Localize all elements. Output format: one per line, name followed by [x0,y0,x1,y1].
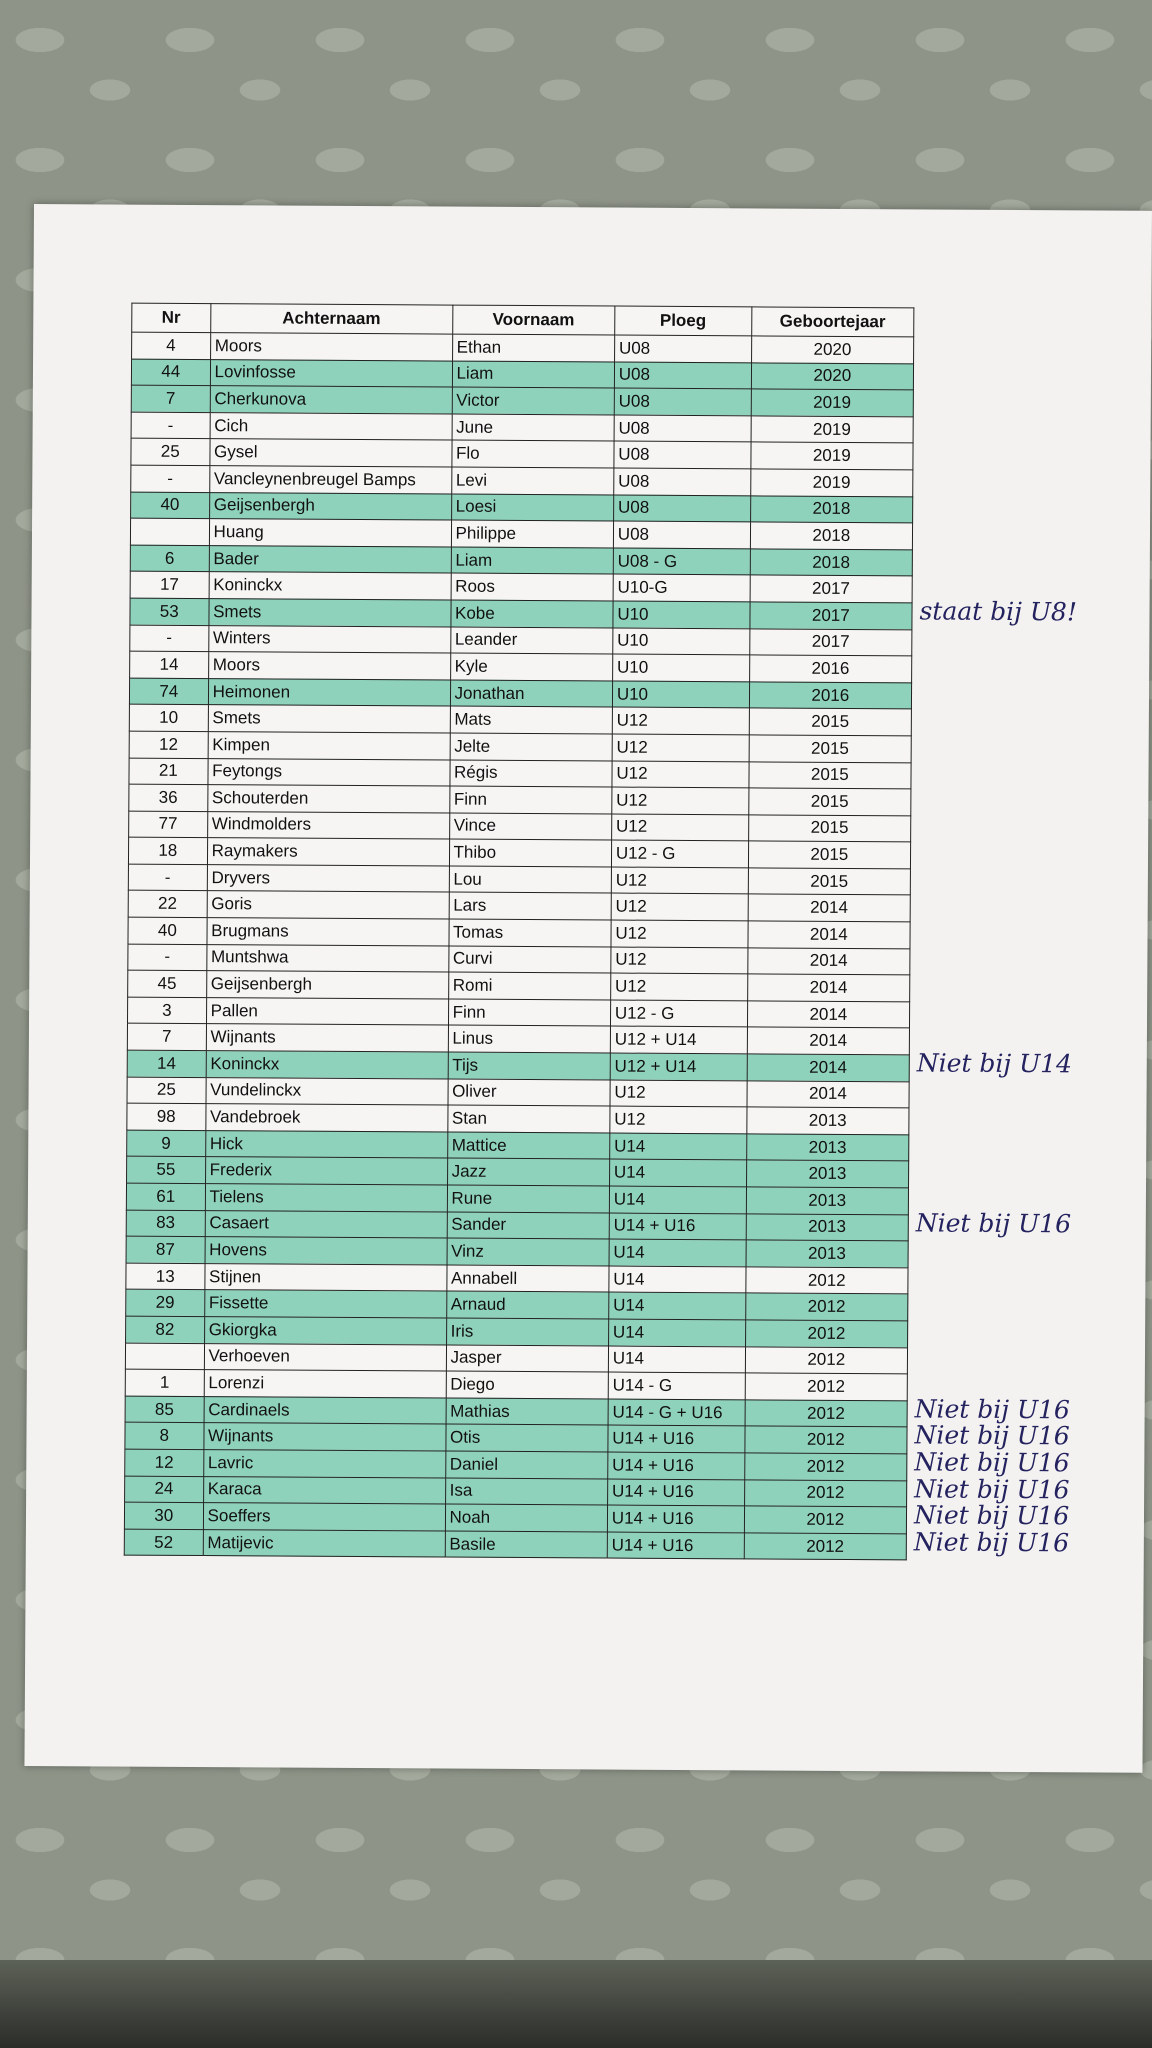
cell-achternaam: Hovens [205,1237,447,1265]
cell-ploeg: U10 [612,654,749,681]
cell-achternaam: Geijsenbergh [209,492,451,520]
handwritten-note: Niet bij U16 [915,1208,1072,1239]
cell-nr: 6 [130,545,209,572]
cell-ploeg: U14 [609,1292,746,1319]
cell-achternaam: Bader [209,545,451,573]
cell-nr: - [128,864,207,891]
cell-voornaam: Annabell [446,1265,608,1293]
cell-voornaam: Finn [449,786,611,814]
cell-voornaam: Noah [445,1504,607,1532]
cell-voornaam: Mathias [446,1398,608,1426]
cell-achternaam: Wijnants [206,1024,448,1052]
cell-achternaam: Lovinfosse [210,359,452,387]
cell-achternaam: Matijevic [203,1529,445,1557]
cell-nr: 7 [127,1024,206,1051]
cell-voornaam: Thibo [449,839,611,867]
cell-jaar: 2013 [746,1240,909,1268]
cell-ploeg: U12 + U14 [610,1026,747,1053]
cell-ploeg: U12 + U14 [610,1053,747,1080]
cell-jaar: 2019 [751,389,914,417]
cell-voornaam: Rune [447,1185,609,1213]
cell-jaar: 2012 [744,1453,907,1481]
cell-ploeg: U08 [614,441,751,468]
cell-nr: 24 [125,1476,204,1503]
cell-ploeg: U14 - G + U16 [608,1399,745,1426]
cell-voornaam: Vince [449,813,611,841]
cell-nr: - [130,625,209,652]
handwritten-note: Niet bij U16 [914,1474,1070,1505]
cell-ploeg: U12 [611,814,748,841]
handwritten-note: Niet bij U16 [914,1394,1070,1425]
cell-achternaam: Cherkunova [210,386,452,414]
cell-jaar: 2012 [745,1400,908,1428]
cell-jaar: 2012 [745,1320,908,1348]
cell-voornaam: Levi [451,467,613,495]
cell-achternaam: Hick [205,1130,447,1158]
cell-ploeg: U12 [611,920,748,947]
cell-jaar: 2015 [749,735,912,763]
cell-nr: 29 [126,1289,205,1316]
cell-ploeg: U10 [612,681,749,708]
cell-nr: 55 [127,1156,206,1183]
handwritten-note: Niet bij U16 [914,1447,1070,1478]
cell-nr: 36 [129,784,208,811]
cell-ploeg: U12 [612,734,749,761]
header-ploeg: Ploeg [615,306,752,336]
cell-nr: 40 [128,917,207,944]
table-edge-shadow [0,1960,1152,2048]
cell-achternaam: Kimpen [208,731,450,759]
cell-achternaam: Vandebroek [205,1104,447,1132]
cell-nr: 21 [129,758,208,785]
cell-achternaam: Lorenzi [204,1370,446,1398]
cell-jaar: 2014 [748,921,911,949]
cell-ploeg: U12 [611,867,748,894]
cell-jaar: 2014 [748,894,911,922]
cell-voornaam: Mats [450,706,612,734]
cell-nr [130,518,209,545]
cell-nr: 14 [130,651,209,678]
cell-voornaam: Basile [445,1531,607,1559]
handwritten-notes [913,209,1152,1610]
handwritten-note: staat bij U8! [919,596,1078,627]
cell-ploeg: U12 [612,787,749,814]
cell-ploeg: U08 [614,388,751,415]
cell-nr: 74 [129,678,208,705]
cell-jaar: 2018 [750,495,913,523]
cell-nr: 10 [129,704,208,731]
cell-ploeg: U14 + U16 [607,1505,744,1532]
cell-ploeg: U12 - G [611,840,748,867]
cell-jaar: 2012 [746,1267,909,1295]
cell-ploeg: U08 [613,495,750,522]
cell-jaar: 2012 [745,1293,908,1321]
cell-nr: 9 [127,1130,206,1157]
cell-achternaam: Brugmans [207,918,449,946]
cell-jaar: 2013 [746,1187,909,1215]
cell-ploeg: U08 [614,362,751,389]
cell-ploeg: U08 [613,521,750,548]
cell-achternaam: Vancleynenbreugel Bamps [209,466,451,494]
cell-achternaam: Feytongs [208,758,450,786]
cell-jaar: 2014 [747,1080,910,1108]
cell-jaar: 2013 [746,1160,909,1188]
cell-achternaam: Moors [208,652,450,680]
cell-achternaam: Dryvers [207,864,449,892]
cell-achternaam: Fissette [204,1290,446,1318]
cell-voornaam: Romi [448,972,610,1000]
cell-jaar: 2013 [746,1107,909,1135]
cell-achternaam: Winters [208,625,450,653]
header-voornaam: Voornaam [452,305,614,335]
cell-nr [125,1343,204,1370]
cell-achternaam: Gkiorgka [204,1317,446,1345]
table-header [132,303,914,337]
cell-achternaam: Muntshwa [206,944,448,972]
table-row [124,1529,906,1560]
cell-ploeg: U14 [608,1346,745,1373]
cell-voornaam: Stan [447,1105,609,1133]
handwritten-note: Niet bij U16 [913,1500,1070,1531]
cell-achternaam: Koninckx [209,572,451,600]
cell-nr: 25 [131,438,210,465]
cell-ploeg: U12 [610,1080,747,1107]
cell-voornaam: Jelte [450,733,612,761]
cell-ploeg: U14 + U16 [609,1213,746,1240]
cell-achternaam: Windmolders [207,811,449,839]
cell-voornaam: Loesi [451,494,613,522]
cell-nr: 18 [128,837,207,864]
cell-nr: 85 [125,1396,204,1423]
cell-achternaam: Schouterden [207,785,449,813]
cell-jaar: 2015 [748,788,911,816]
cell-voornaam: Lou [449,866,611,894]
cell-voornaam: Liam [451,547,613,575]
cell-voornaam: Liam [452,361,614,389]
cell-jaar: 2016 [749,682,912,710]
cell-voornaam: Roos [451,573,613,601]
cell-nr: 22 [128,891,207,918]
cell-voornaam: Ethan [452,334,614,362]
cell-nr: 83 [126,1210,205,1237]
table-body [124,332,913,1560]
cell-ploeg: U14 [609,1239,746,1266]
cell-nr: 87 [126,1236,205,1263]
cell-ploeg: U08 [614,415,751,442]
cell-jaar: 2012 [744,1479,907,1507]
cell-nr: 7 [131,385,210,412]
cell-achternaam: Lavric [203,1449,445,1477]
cell-achternaam: Gysel [209,439,451,467]
cell-jaar: 2014 [747,948,910,976]
handwritten-note: Niet bij U16 [914,1420,1070,1451]
cell-jaar: 2013 [746,1134,909,1162]
cell-jaar: 2014 [747,1027,910,1055]
cell-nr: 53 [130,598,209,625]
cell-jaar: 2017 [749,628,912,656]
cell-voornaam: Diego [446,1371,608,1399]
cell-jaar: 2018 [750,522,913,550]
cell-achternaam: Cich [210,412,452,440]
cell-achternaam: Goris [207,891,449,919]
cell-ploeg: U14 + U16 [607,1532,744,1559]
cell-jaar: 2014 [747,1001,910,1029]
cell-nr: 3 [127,997,206,1024]
header-row [132,303,914,337]
cell-voornaam: Daniel [445,1451,607,1479]
cell-nr: 8 [125,1422,204,1449]
cell-ploeg: U12 [610,1106,747,1133]
cell-voornaam: Kobe [450,600,612,628]
cell-voornaam: Iris [446,1318,608,1346]
cell-voornaam: Jonathan [450,680,612,708]
cell-voornaam: Victor [452,387,614,415]
cell-achternaam: Stijnen [204,1263,446,1291]
cell-ploeg: U14 [610,1133,747,1160]
cell-jaar: 2019 [751,442,914,470]
cell-ploeg: U12 [611,947,748,974]
cell-nr: - [131,465,210,492]
cell-nr: 1 [125,1369,204,1396]
cell-achternaam: Raymakers [207,838,449,866]
cell-nr: 40 [131,492,210,519]
cell-ploeg: U14 + U16 [608,1425,745,1452]
cell-achternaam: Smets [208,705,450,733]
cell-jaar: 2020 [751,336,914,364]
cell-achternaam: Smets [209,599,451,627]
cell-jaar: 2016 [749,655,912,683]
cell-voornaam: Jazz [447,1158,609,1186]
handwritten-note: Niet bij U16 [913,1527,1070,1558]
cell-nr: 44 [131,359,210,386]
cell-ploeg: U14 [609,1186,746,1213]
cell-ploeg: U14 [609,1266,746,1293]
cell-voornaam: Tomas [449,919,611,947]
cell-jaar: 2015 [748,868,911,896]
cell-nr: - [128,944,207,971]
paper-sheet [24,204,1152,1773]
cell-nr: 82 [126,1316,205,1343]
cell-voornaam: June [452,414,614,442]
cell-achternaam: Wijnants [203,1423,445,1451]
cell-ploeg: U14 - G [608,1372,745,1399]
cell-voornaam: Lars [449,893,611,921]
header-nr: Nr [132,303,211,332]
cell-voornaam: Sander [447,1212,609,1240]
cell-ploeg: U12 [610,973,747,1000]
cell-voornaam: Leander [450,627,612,655]
cell-jaar: 2013 [746,1213,909,1241]
cell-voornaam: Kyle [450,653,612,681]
cell-ploeg: U14 + U16 [607,1479,744,1506]
cell-voornaam: Curvi [448,946,610,974]
cell-jaar: 2014 [747,1054,910,1082]
cell-achternaam: Heimonen [208,678,450,706]
cell-nr: 25 [127,1077,206,1104]
cell-voornaam: Philippe [451,520,613,548]
cell-nr: 30 [124,1502,203,1529]
cell-jaar: 2012 [745,1346,908,1374]
cell-voornaam: Finn [448,999,610,1027]
cell-jaar: 2012 [745,1426,908,1454]
cell-nr: 52 [124,1529,203,1556]
cell-ploeg: U12 [612,707,749,734]
cell-voornaam: Mattice [447,1132,609,1160]
cell-ploeg: U08 [614,335,751,362]
cell-achternaam: Tielens [205,1184,447,1212]
cell-nr: 13 [126,1263,205,1290]
cell-nr: 17 [130,571,209,598]
cell-voornaam: Oliver [448,1079,610,1107]
cell-jaar: 2018 [750,549,913,577]
cell-ploeg: U10 [613,601,750,628]
cell-jaar: 2015 [748,841,911,869]
cell-ploeg: U14 + U16 [608,1452,745,1479]
cell-achternaam: Verhoeven [204,1343,446,1371]
cell-achternaam: Koninckx [206,1051,448,1079]
cell-nr: 4 [132,332,211,359]
cell-ploeg: U08 - G [613,548,750,575]
cell-jaar: 2012 [745,1373,908,1401]
cell-jaar: 2012 [744,1533,907,1561]
cell-voornaam: Régis [449,760,611,788]
cell-achternaam: Vundelinckx [206,1077,448,1105]
player-table [124,303,915,1561]
cell-jaar: 2015 [748,815,911,843]
cell-achternaam: Karaca [203,1476,445,1504]
cell-ploeg: U10-G [613,574,750,601]
cell-nr: 61 [126,1183,205,1210]
cell-voornaam: Tijs [448,1052,610,1080]
cell-achternaam: Geijsenbergh [206,971,448,999]
cell-ploeg: U12 [612,761,749,788]
cell-achternaam: Cardinaels [204,1396,446,1424]
cell-nr: 12 [125,1449,204,1476]
cell-ploeg: U12 [611,894,748,921]
cell-achternaam: Pallen [206,997,448,1025]
cell-jaar: 2015 [749,761,912,789]
cell-nr: - [131,412,210,439]
cell-ploeg: U14 [609,1159,746,1186]
cell-voornaam: Jasper [446,1345,608,1373]
cell-achternaam: Frederix [205,1157,447,1185]
cell-ploeg: U10 [613,628,750,655]
header-achternaam: Achternaam [210,304,452,334]
cell-jaar: 2012 [744,1506,907,1534]
cell-nr: 77 [129,811,208,838]
cell-ploeg: U14 [608,1319,745,1346]
cell-voornaam: Otis [445,1424,607,1452]
cell-ploeg: U12 - G [610,1000,747,1027]
cell-jaar: 2020 [751,362,914,390]
cell-jaar: 2017 [750,602,913,630]
cell-achternaam: Huang [209,519,451,547]
cell-voornaam: Linus [448,1025,610,1053]
cell-voornaam: Vinz [447,1238,609,1266]
cell-jaar: 2014 [747,974,910,1002]
handwritten-note: Niet bij U14 [916,1048,1073,1079]
cell-ploeg: U08 [614,468,751,495]
cell-voornaam: Flo [451,440,613,468]
cell-jaar: 2015 [749,708,912,736]
cell-achternaam: Moors [210,333,452,361]
cell-achternaam: Soeffers [203,1503,445,1531]
cell-voornaam: Isa [445,1478,607,1506]
cell-jaar: 2017 [750,575,913,603]
cell-voornaam: Arnaud [446,1291,608,1319]
header-geboortejaar: Geboortejaar [751,307,914,337]
cell-nr: 45 [128,970,207,997]
cell-jaar: 2019 [751,416,914,444]
cell-nr: 12 [129,731,208,758]
cell-nr: 14 [127,1050,206,1077]
cell-nr: 98 [127,1103,206,1130]
cell-jaar: 2019 [750,469,913,497]
cell-achternaam: Casaert [205,1210,447,1238]
